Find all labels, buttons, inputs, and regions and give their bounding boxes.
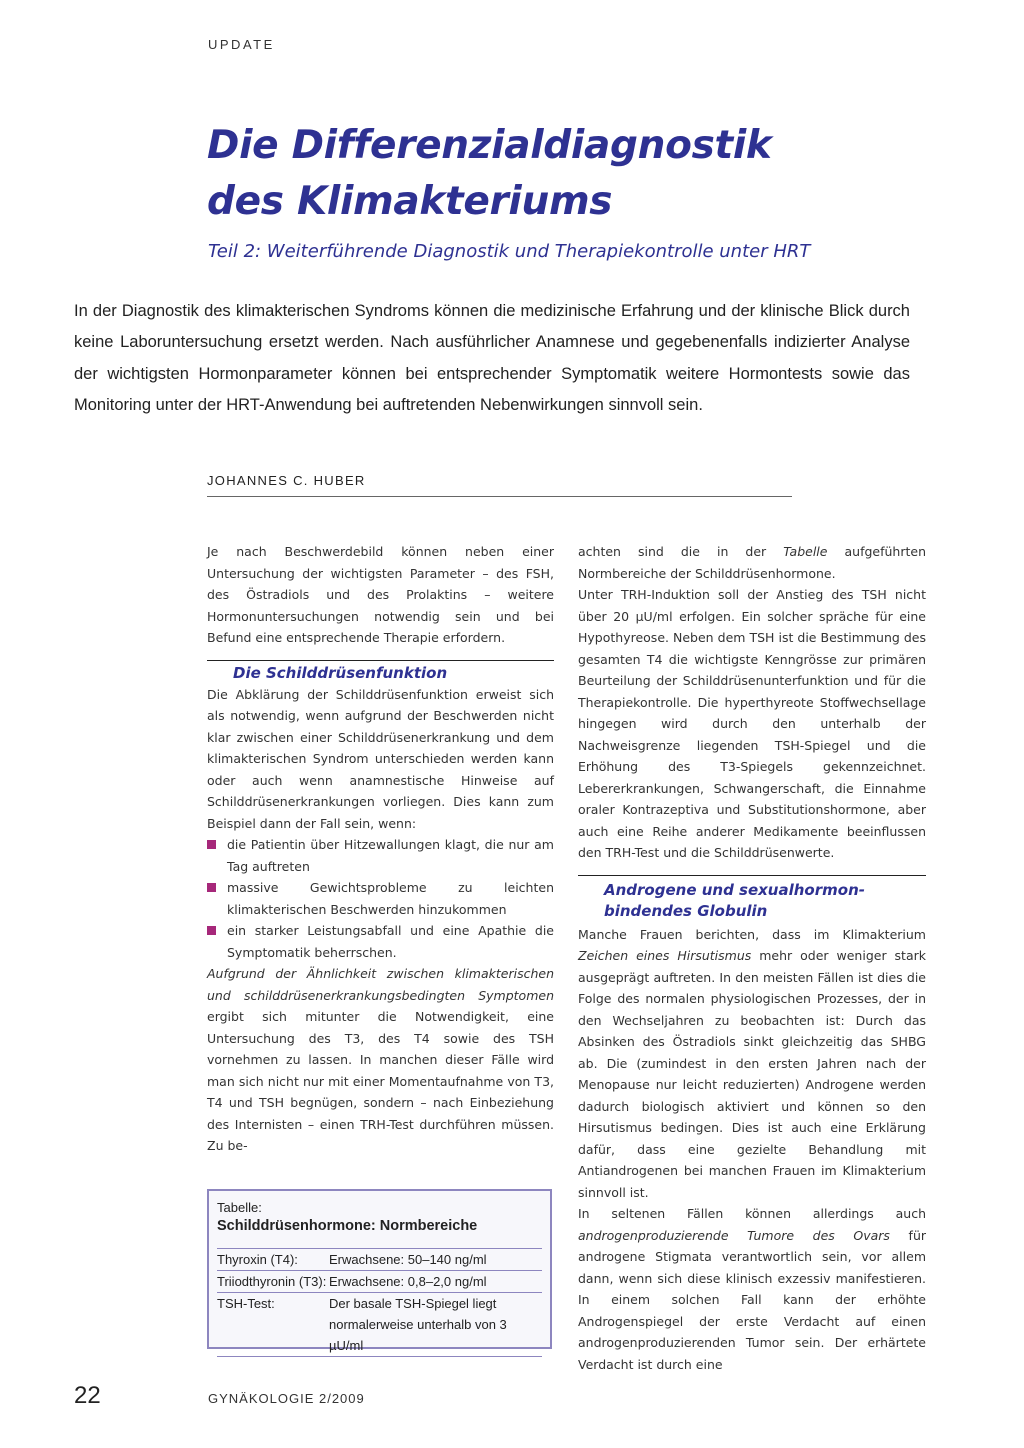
list-item-text: die Patientin über Hitzewallungen klagt, die nur am Tag auftreten: [227, 837, 554, 874]
list-item-text: massive Gewichtsprobleme zu leichten klimakterischen Beschwerden hinzukommen: [227, 880, 554, 917]
list-item: [207, 920, 554, 963]
androgen-paragraph: [578, 924, 926, 1204]
heading-line-1: Androgene und sexualhormon-: [604, 880, 865, 899]
thyroid-paragraph-2: [207, 963, 554, 1157]
emphasis-text: Tabelle: [783, 544, 828, 559]
bullet-square-icon: [207, 883, 216, 892]
symptom-list: [207, 834, 554, 963]
heading-divider: [578, 875, 926, 876]
table-title: Schilddrüsenhormone: Normbereiche: [217, 1218, 478, 1234]
table-caption: Tabelle:: [217, 1200, 262, 1215]
right-column: [578, 541, 926, 1375]
heading-line-2: bindendes Globulin: [604, 901, 768, 920]
trh-paragraph: Unter TRH-Induktion soll der Anstieg des TSH nicht über 20 µU/ml erfolgen. Ein solcher spräche für eine Hypothyreose. Neben dem TSH ist die Bestimmung des gesamten T4 die wichtigste Kenngrösse zur primären Beurteilung der Schilddrüsenunterfunktion und für die Therapiekontrolle. Die hyperthyreote Stoffwechsellage hingegen wird durch den unterhalb der Nachweisgrenze liegenden TSH-Spiegel und die Erhöhung des T3-Spiegels gekennzeichnet. Lebererkrankungen, Schwangerschaft, die Einnahme oraler Kontrazeptiva und Substitutionshormone, aber auch eine Reihe anderer Medikamente beeinflussen den TRH-Test und die Schilddrüsenwerte.: [578, 587, 926, 860]
table-row-label: TSH-Test:: [217, 1296, 275, 1311]
list-item: [207, 834, 554, 877]
title-line-2: des Klimakteriums: [207, 179, 613, 224]
table-row: [217, 1248, 542, 1270]
title-line-1: Die Differenzialdiagnostik: [207, 123, 772, 168]
body-text: für androgene Stigmata verantwortlich sein, vor allem dann, wenn sich diese klinisch exzessiv manifestieren. In einem solchen Fall kann der erhöhte Androgenspiegel der erste Verdacht auf einen androgenproduzierenden Tumor sein. Der erhärtete Verdacht ist durch eine: [578, 1227, 927, 1372]
thyroid-paragraph: Die Abklärung der Schilddrüsenfunktion erweist sich als notwendig, wenn aufgrund der Beschwerden nicht klar zwischen einer Schilddrüsenerkrankung und dem klimakterischen Syndrom unterschieden werden kann oder auch wenn anamnestische Hinweise auf Schilddrüsenerkrankungen vorliegen. Dies kann zum Beispiel dann der Fall sein, wenn:: [207, 686, 554, 831]
left-column: [207, 541, 554, 1157]
body-text: aufgeführten Normbereiche der Schilddrüsenhormone.: [578, 544, 927, 581]
article-title: [207, 118, 987, 230]
abstract: In der Diagnostik des klimakterischen Syndroms können die medizinische Erfahrung und der klinische Blick durch keine Laboruntersuchung ersetzt werden. Nach ausführlicher Anamnese und gegebenenfalls indizierter Analyse der wichtigsten Hormonparameter können bei entsprechender Symptomatik weitere Hormontests sowie das Monitoring unter der HRT-Anwendung bei auftretenden Nebenwirkungen sinnvoll sein.: [74, 302, 910, 414]
table-row-value: Der basale TSH-Spiegel liegt normalerweise unterhalb von 3 µU/ml: [329, 1296, 507, 1353]
section-label: UPDATE: [208, 37, 275, 52]
heading-divider: [207, 660, 554, 661]
table-row-value: Erwachsene: 50–140 ng/ml: [329, 1252, 487, 1267]
body-text: mehr oder weniger stark ausgeprägt auftreten. In den meisten Fällen ist dies die Folge des normalen physiologischen Prozesses, der in den Wechseljahren zu beobachten ist: Durch das Absinken des Östradiols sinkt gleichzeitig das SHBG ab. Die (zumindest in den ersten Jahren nach der Menopause nur leicht reduzierten) Androgene werden dadurch biologisch aktiviert und können so den Hirsutismus bedingen. Dies ist auch eine Erklärung dafür, dass eine gezielte Behandlung mit Antiandrogenen bei manchen Frauen im Klimakterium sinnvoll ist.: [578, 948, 926, 1200]
list-item-text: ein starker Leistungsabfall und eine Apathie die Symptomatik beherrschen.: [227, 923, 554, 960]
list-item: [207, 877, 554, 920]
reference-table-box: [207, 1189, 552, 1353]
emphasis-text: Aufgrund der Ähnlichkeit zwischen klimakterischen und schilddrüsenerkrankungsbedingten Symptomen: [207, 966, 554, 1003]
journal-footer: GYNÄKOLOGIE 2/2009: [208, 1391, 365, 1406]
section-heading-androgens: [578, 880, 926, 922]
body-text: Manche Frauen berichten, dass im Klimakterium: [578, 926, 926, 942]
tumor-paragraph: [578, 1203, 926, 1375]
section-heading-thyroid: Die Schilddrüsenfunktion: [233, 663, 448, 682]
bullet-square-icon: [207, 926, 216, 935]
table-row-label: Thyroxin (T4):: [217, 1252, 298, 1267]
bullet-square-icon: [207, 840, 216, 849]
tsh-paragraph: [578, 541, 926, 584]
table-bottom-rule: [217, 1356, 542, 1357]
author-line: JOHANNES C. HUBER: [207, 473, 366, 488]
author-divider: [207, 496, 792, 497]
body-text: ergibt sich mitunter die Notwendigkeit, eine Untersuchung des T3, des T4 sowie des TSH vornehmen zu lassen. In manchen dieser Fälle wird man sich nicht nur mit einer Momentaufnahme von T3, T4 und TSH begnügen, sondern – nach Einbeziehung des Internisten – einen TRH-Test durchführen müssen. Zu be-: [207, 1009, 554, 1153]
emphasis-text: androgenproduzierende Tumore des Ovars: [578, 1227, 890, 1243]
table-row: [217, 1292, 542, 1356]
emphasis-text: Zeichen eines Hirsutismus: [578, 948, 752, 963]
table-row: [217, 1270, 542, 1292]
intro-paragraph: Je nach Beschwerdebild können neben einer Untersuchung der wichtigsten Parameter – des FSH, des Östradiols und des Prolaktins – weitere Hormonuntersuchungen notwendig sein und bei Befund eine entsprechende Therapie erfordern.: [207, 544, 554, 645]
article-subtitle: Teil 2: Weiterführende Diagnostik und Therapiekontrolle unter HRT: [208, 241, 811, 262]
page-number: 22: [74, 1382, 101, 1409]
table-row-value: Erwachsene: 0,8–2,0 ng/ml: [329, 1274, 487, 1289]
table-row-label: Triiodthyronin (T3):: [217, 1274, 327, 1289]
body-text: In seltenen Fällen können allerdings auch: [578, 1206, 926, 1221]
body-text: achten sind die in der: [578, 544, 784, 559]
